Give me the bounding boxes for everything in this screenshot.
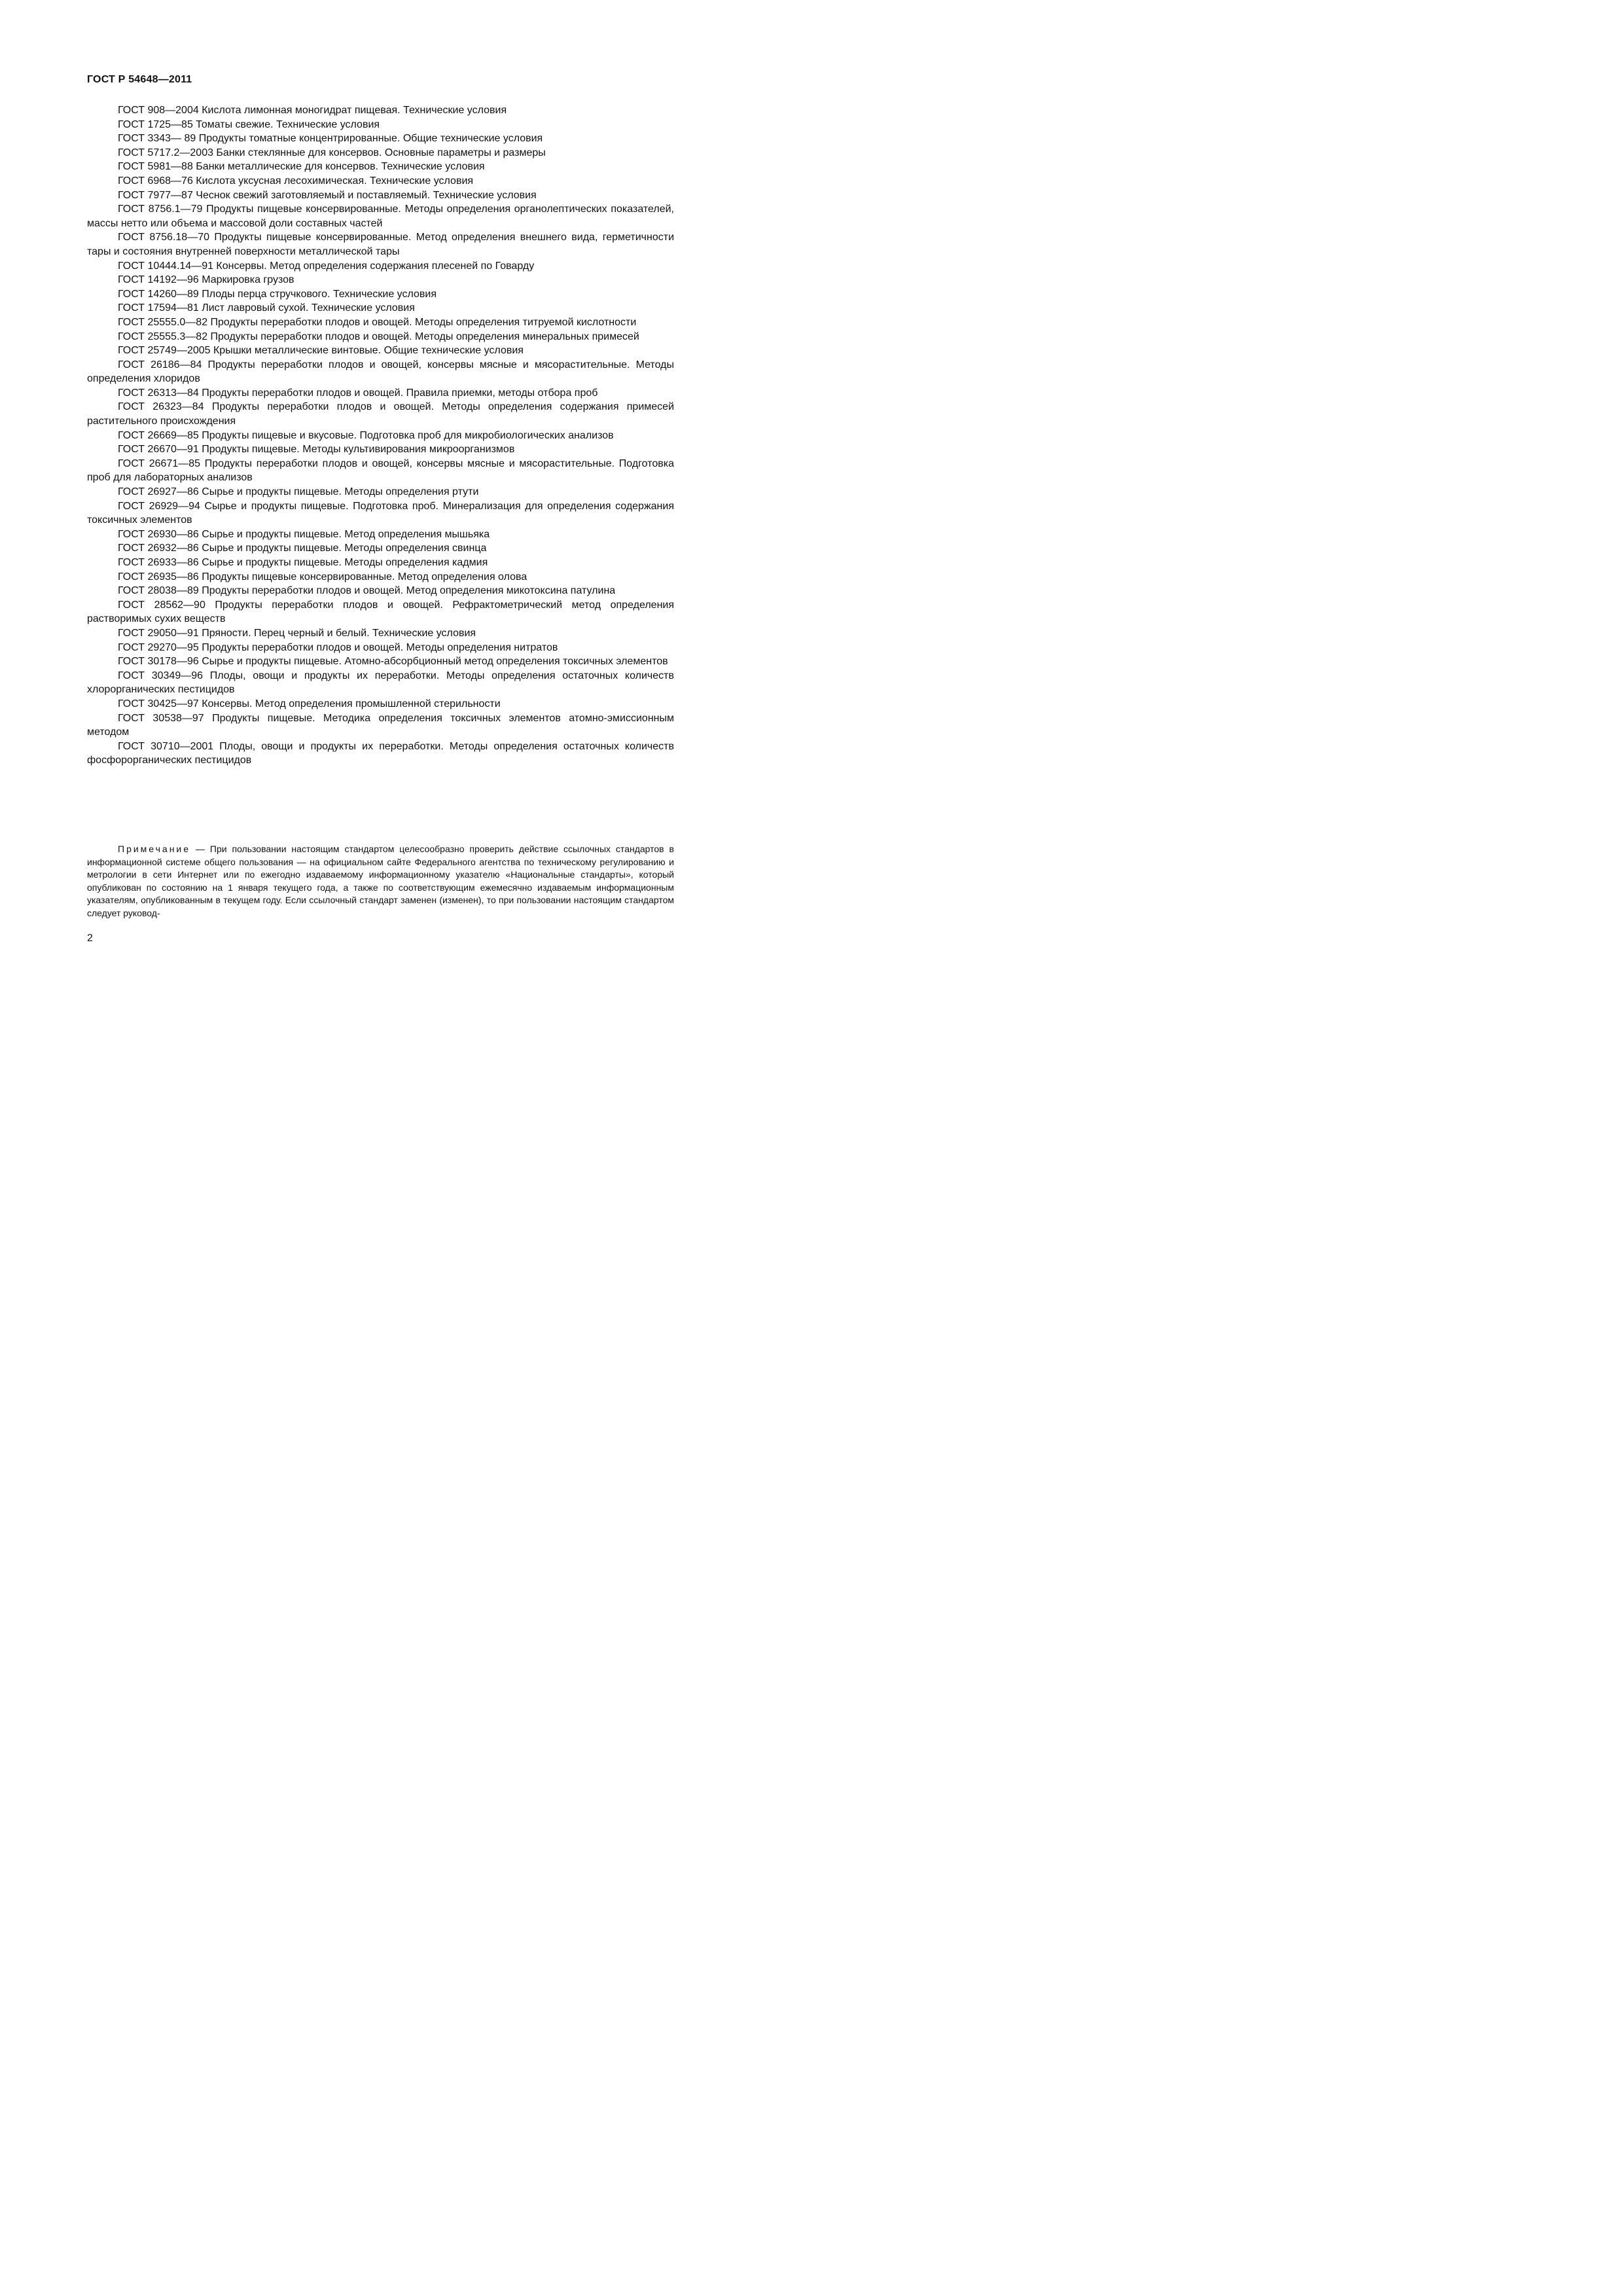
note-paragraph	[87, 843, 674, 920]
reference-item: ГОСТ 29270—95 Продукты переработки плодов и овощей. Методы определения нитратов	[118, 641, 558, 653]
reference-item: ГОСТ 26933—86 Сырье и продукты пищевые. Методы определения кадмия	[118, 557, 488, 568]
reference-item: ГОСТ 26323—84 Продукты переработки плодов и овощей. Методы определения содержания примесей растительного происхождения	[87, 401, 674, 427]
reference-item: ГОСТ 30710—2001 Плоды, овощи и продукты их переработки. Методы определения остаточных количеств фосфорорганических пестицидов	[87, 740, 674, 766]
reference-item: ГОСТ 26929—94 Сырье и продукты пищевые. Подготовка проб. Минерализация для определения содержания токсичных элементов	[87, 500, 674, 526]
reference-item: ГОСТ 14260—89 Плоды перца стручкового. Технические условия	[118, 288, 437, 300]
reference-item: ГОСТ 26186—84 Продукты переработки плодов и овощей, консервы мясные и мясорастительные. Методы определения хлоридов	[87, 359, 674, 385]
reference-item: ГОСТ 26927—86 Сырье и продукты пищевые. Методы определения ртути	[118, 486, 479, 498]
reference-item: ГОСТ 29050—91 Пряности. Перец черный и белый. Технические условия	[118, 627, 476, 639]
reference-item: ГОСТ 7977—87 Чеснок свежий заготовляемый и поставляемый. Технические условия	[118, 189, 537, 201]
reference-item: ГОСТ 30538—97 Продукты пищевые. Методика определения токсичных элементов атомно-эмиссионным методом	[87, 712, 674, 738]
reference-item: ГОСТ 26671—85 Продукты переработки плодов и овощей, консервы мясные и мясорастительные. Подготовка проб для лабораторных анализов	[87, 457, 674, 484]
reference-item: ГОСТ 3343— 89 Продукты томатные концентрированные. Общие технические условия	[118, 133, 543, 145]
reference-item: ГОСТ 17594—81 Лист лавровый сухой. Технические условия	[118, 302, 415, 314]
normative-references-list	[87, 103, 674, 768]
page-number: 2	[87, 933, 93, 944]
reference-item: ГОСТ 25749—2005 Крышки металлические винтовые. Общие технические условия	[118, 345, 524, 357]
reference-item: ГОСТ 30425—97 Консервы. Метод определения промышленной стерильности	[118, 698, 501, 709]
reference-item: ГОСТ 8756.1—79 Продукты пищевые консервированные. Методы определения органолептических показателей, массы нетто или объема и массовой доли составных частей	[87, 204, 674, 229]
reference-item: ГОСТ 26935—86 Продукты пищевые консервированные. Метод определения олова	[118, 571, 527, 583]
reference-item: ГОСТ 30178—96 Сырье и продукты пищевые. Атомно-абсорбционный метод определения токсичных элементов	[118, 656, 668, 668]
reference-item: ГОСТ 26670—91 Продукты пищевые. Методы культивирования микроорганизмов	[118, 444, 515, 456]
note-lead: Примечание	[118, 844, 191, 854]
reference-item: ГОСТ 5981—88 Банки металлические для консервов. Технические условия	[118, 161, 485, 173]
reference-item: ГОСТ 8756.18—70 Продукты пищевые консервированные. Метод определения внешнего вида, герметичности тары и состояния внутренней поверхности металлической тары	[87, 232, 674, 257]
reference-item: ГОСТ 5717.2—2003 Банки стеклянные для консервов. Основные параметры и размеры	[118, 147, 546, 158]
reference-item: ГОСТ 25555.0—82 Продукты переработки плодов и овощей. Методы определения титруемой кислотности	[118, 316, 637, 328]
document-page	[0, 0, 720, 1018]
reference-item: ГОСТ 28562—90 Продукты переработки плодов и овощей. Рефрактометрический метод определения растворимых сухих веществ	[87, 599, 674, 625]
reference-item: ГОСТ 28038—89 Продукты переработки плодов и овощей. Метод определения микотоксина патулина	[118, 585, 616, 597]
reference-item: ГОСТ 30349—96 Плоды, овощи и продукты их переработки. Методы определения остаточных количеств хлорорганических пестицидов	[87, 670, 674, 696]
reference-item: ГОСТ 26313—84 Продукты переработки плодов и овощей. Правила приемки, методы отбора проб	[118, 387, 598, 399]
reference-item: ГОСТ 14192—96 Маркировка грузов	[118, 274, 294, 286]
reference-item: ГОСТ 10444.14—91 Консервы. Метод определения содержания плесеней по Говарду	[118, 260, 535, 272]
reference-item: ГОСТ 26669—85 Продукты пищевые и вкусовые. Подготовка проб для микробиологических анализов	[118, 429, 614, 441]
reference-item: ГОСТ 908—2004 Кислота лимонная моногидрат пищевая. Технические условия	[118, 105, 507, 116]
reference-item: ГОСТ 26930—86 Сырье и продукты пищевые. Метод определения мышьяка	[118, 528, 490, 540]
note-block	[87, 843, 674, 920]
reference-item: ГОСТ 6968—76 Кислота уксусная лесохимическая. Технические условия	[118, 175, 474, 187]
reference-item: ГОСТ 25555.3—82 Продукты переработки плодов и овощей. Методы определения минеральных примесей	[118, 331, 639, 342]
reference-item: ГОСТ 26932—86 Сырье и продукты пищевые. Методы определения свинца	[118, 543, 487, 554]
note-text: — При пользовании настоящим стандартом целесообразно проверить действие ссылочных стандартов в информационной системе общего пользования — на официальном сайте Федерального агентства по техническому регулированию и метрологии в сети Интернет или по ежегодно издаваемому информационному указателю «Национальные стандарты», который опубликован по состоянию на 1 января текущего года, а также по соответствующим ежемесячно издаваемым информационным указателям, опубликованным в текущем году. Если ссылочный стандарт заменен (изменен), то при пользовании настоящим стандартом следует руковод-	[87, 844, 674, 918]
reference-item: ГОСТ 1725—85 Томаты свежие. Технические условия	[118, 118, 380, 130]
document-header: ГОСТ Р 54648—2011	[87, 74, 192, 85]
